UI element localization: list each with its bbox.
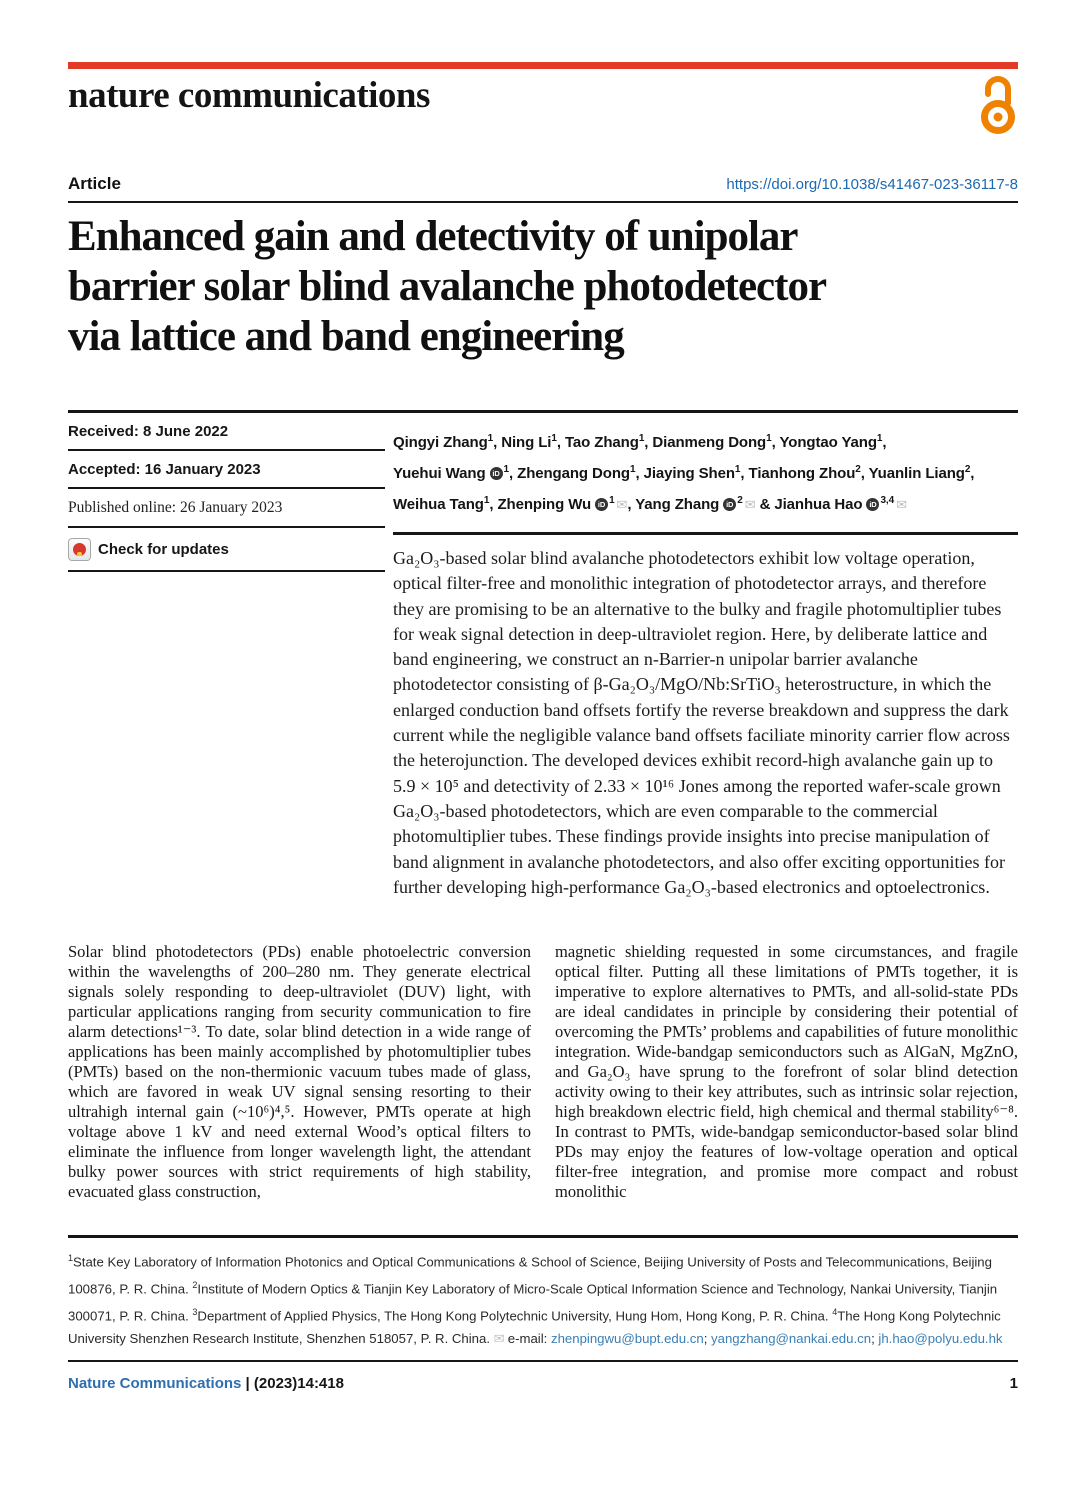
author-name: Qingyi Zhang: [393, 434, 488, 451]
footer-journal-link[interactable]: Nature Communications: [68, 1374, 242, 1392]
orcid-icon[interactable]: iD: [595, 498, 608, 511]
masthead: [68, 74, 1018, 138]
check-for-updates-label: Check for updates: [98, 541, 229, 558]
page-number: 1: [1009, 1374, 1018, 1392]
author-name: Yang Zhang: [635, 496, 720, 513]
author-name: Yuanlin Liang: [868, 465, 965, 482]
page-footer: [68, 1360, 1018, 1392]
email-icon[interactable]: ✉: [616, 497, 628, 512]
body-column-left: Solar blind photodetectors (PDs) enable photoelectric conversion within the wavelengths of 200–280 nm. They generate electrical signals solely responding to deep-ultraviolet (DUV) light, with particular applications ranging from security communication to fire alarm detections¹⁻³. To date, solar blind detection in a wide range of applications has been mainly accomplished by photomultiplier tubes (PMTs) based on the non-thermionic vacuum tubes made of glass, which are favored in weak UV signal sensing resorting to their ultrahigh internal gain (~10⁶)⁴,⁵. However, PMTs operate at high voltage above 1 kV and need external Wood’s optical filters to eliminate the influence from longer wavelength light, the attendant bulky power sources with strict requirements of high stability, evacuated glass construction,: [68, 942, 531, 1202]
article-kicker-bar: [68, 174, 1018, 203]
email-link[interactable]: zhenpingwu@bupt.edu.cn: [550, 1331, 704, 1347]
orcid-icon[interactable]: iD: [723, 498, 736, 511]
author-name: Tao Zhang: [564, 434, 639, 451]
journal-logo: nature communications: [68, 75, 430, 116]
email-link[interactable]: yangzhang@nankai.edu.cn: [711, 1331, 872, 1347]
doi-link[interactable]: https://doi.org/10.1038/s41467-023-36117-8: [726, 176, 1018, 193]
author-name: Tianhong Zhou: [748, 465, 856, 482]
body-column-right: magnetic shielding requested in some circumstances, and fragile optical filter. Putting all these limitations of PMTs together, it is imperative to explore alternatives to PMTs, and all-solid-state PDs are ideal candidates in principle by considering their potential of overcoming the PMTs’ problems and capabilities of future monolithic integration. Wide-bandgap semiconductors such as AlGaN, MgZnO, and Ga₂O₃ have sprung to the forefront of solar blind detection activity owing to their key attributes, such as intrinsic solar rejection, high breakdown electric field, high chemical and thermal stability⁶⁻⁸. In contrast to PMTs, wide-bandgap semiconductor-based solar blind PDs may enjoy the features of low-voltage operation and optical filter-free integration, and promise more compact and robust monolithic: [555, 942, 1018, 1202]
abstract-text: Ga₂O₃-based solar blind avalanche photodetectors exhibit low voltage operation, optical filter-free and monolithic integration of photodetector arrays, and therefore they are promising to be an alternative to the bulky and fragile photomultiplier tubes for weak signal detection in deep-ultraviolet region. Here, by deliberate lattice and band engineering, we construct an n-Barrier-n unipolar barrier avalanche photodetector consisting of β-Ga₂O₃/MgO/Nb:SrTiO₃ heterostructure, in which the enlarged conduction band offsets fortify the reverse breakdown and suppress the dark current while the negligible valance band offsets faciliate minority carrier flow across the heterojunction. The developed devices exhibit record-high avalanche gain up to 5.9 × 10⁵ and detectivity of 2.33 × 10¹⁶ Jones among the reported wafer-scale grown Ga₂O₃-based photodetectors, which are even comparable to the commercial photomultiplier tubes. These findings provide insights into precise manipulation of band alignment in avalanche photodetectors, and also offer exciting opportunities for further developing high-performance Ga₂O₃-based electronics and optoelectronics.: [393, 532, 1018, 900]
author-name: Yuehui Wang: [393, 465, 486, 482]
orcid-icon[interactable]: iD: [490, 467, 503, 480]
article-page: [0, 62, 1080, 1392]
received-date: Received: 8 June 2022: [68, 413, 385, 451]
email-link[interactable]: jh.hao@polyu.edu.hk: [878, 1331, 1003, 1347]
author-name: Zhenping Wu: [497, 496, 592, 513]
accepted-date: Accepted: 16 January 2023: [68, 451, 385, 489]
meta-column: [68, 413, 385, 900]
check-for-updates-button[interactable]: [68, 528, 385, 572]
email-icon[interactable]: ✉: [744, 497, 756, 512]
orcid-icon[interactable]: iD: [866, 498, 879, 511]
article-header-grid: [68, 413, 1018, 900]
email-icon: ✉: [493, 1331, 505, 1347]
crossmark-icon: [68, 538, 91, 561]
footer-citation: | (2023)14:418: [245, 1374, 344, 1392]
authors-and-abstract: [393, 413, 1018, 900]
author-name: Dianmeng Dong: [652, 434, 767, 451]
published-date: Published online: 26 January 2023: [68, 489, 385, 528]
author-name: Jiaying Shen: [643, 465, 735, 482]
page-title: Enhanced gain and detectivity of unipolar barrier solar blind avalanche photodetector via lattice and band engineering: [68, 213, 827, 360]
masthead-accent-bar: [68, 62, 1018, 69]
author-name: Ning Li: [501, 434, 552, 451]
author-list: Qingyi Zhang$^1$, Ning Li$^1$, Tao Zhang$^1$, Dianmeng Dong$^1$, Yongtao Yang$^1$, Yuehui Wang iD $^1$, Zhengang Dong$^1$, Jiaying Shen$^1$, Tianhong Zhou$^2$, Yuanlin Liang$^2$, Weihua Tang$^1$, Zhenping Wu iD $^1$ ✉, Yang Zhang iD $^2$ ✉ & Jianhua Hao iD $^{3,4}$ ✉: [393, 433, 975, 513]
footer-citation-group: [68, 1375, 344, 1392]
body-columns: [68, 942, 1018, 1202]
author-name: Weihua Tang: [393, 496, 484, 513]
author-name: Jianhua Hao: [774, 496, 863, 513]
author-name: Yongtao Yang: [779, 434, 877, 451]
email-icon[interactable]: ✉: [896, 497, 907, 512]
footnote-text: $^1$State Key Laboratory of Information Photonics and Optical Communications & School of Science, Beijing University of Posts and Telecommunications, Beijing 100876, P. R. China. $^2$Institute of Modern Optics & Tianjin Key Laboratory of Micro-Scale Optical Information Science and Technology, Nankai University, Tianjin 300071, P. R. China. $^3$Department of Applied Physics, The Hong Kong Polytechnic University, Hung Hom, Hong Kong, P. R. China. $^4$The Hong Kong Polytechnic University Shenzhen Research Institute, Shenzhen 518057, P. R. China. ✉ e-mail: zhenpingwu@bupt.edu.cn; yangzhang@nankai.edu.cn; jh.hao@polyu.edu.hk: [68, 1235, 1018, 1351]
author-name: Zhengang Dong: [517, 465, 630, 482]
article-kicker: Article: [68, 174, 121, 193]
open-access-icon: [978, 76, 1018, 141]
